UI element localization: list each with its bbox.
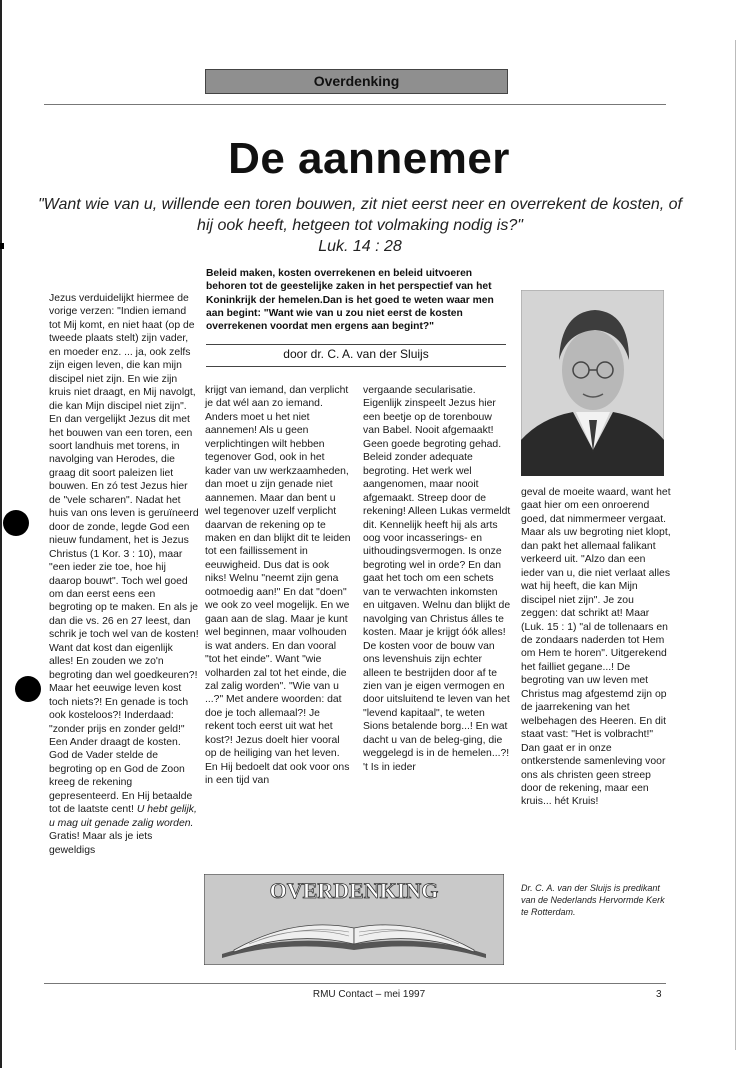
punch-hole (3, 510, 29, 536)
page-number: 3 (656, 989, 662, 1000)
column-2: krijgt van iemand, dan verplicht je dat wél aan zo iemand. Anders moet u het niet aannemen! Als u geen verplichtingen wilt hebben tegenover God, ook in het kader van uw werkzaamheden, dan moet u zijn genade niet aannemen. Maar dan bent u wel tegenover uzelf verplicht daarvan de rekening op te maken en dan blijkt dit te leiden tot een faillissement in eeuwigheid. Dus dat is ook niks! Welnu "neemt zijn gena ootmoedig aan!" En dat "doen" we ook zo veel mogelijk. En we gaan aan de slag. Maar je kunt wel beginnen, maar volhouden is wat anders. En dan vooral "tot het einde". Want "wie volharden zal tot het einde, die zal zalig worden". "Wie van u ...?" Met andere woorden: dat doe je toch allemaal?! Je rekent toch eerst uit wat het kost?! Jezus doelt hier vooral op de heiliging van het leven. En Hij bedoelt dat ook voor ons in een tijd van (205, 385, 351, 787)
punch-hole (15, 676, 41, 702)
column-3: vergaande secularisatie. Eigenlijk zinspeelt Jezus hier een beetje op de torenbouw van Babel. Nooit afgemaakt! Geen goede begroting gehad. Beleid zonder adequate begroting. Het werk wel aangenomen, maar nooit afgemaakt. Streep door de rekening! Alleen Lukas vermeldt dit. Kennelijk heeft hij als arts oog voor incasserings- en uithoudingsvermogen. Is onze begroting wel in orde? En dan gaat het toch om een schets van te verwachten inkomsten en uitgaven. Welnu dan blijkt de navolging van Christus álles te kosten. Maar je krijgt óók alles! De kosten voor de bouw van ons levenshuis zijn echter alleen te bestrijden door af te zien van je eigen vermogen en door uitsluitend te leven van het "levend kapitaal", te weten Sions betalende borg...! En wat dacht u van de beleg-ging, die weggelegd is in de hemelen...?! 't Is in ieder (363, 385, 511, 773)
footer-rule (44, 983, 666, 984)
header-rule (44, 104, 666, 105)
column-4: geval de moeite waard, want het gaat hier om een onroerend goed, dat nimmermeer vergaat. Maar als uw begroting niet klopt, dan pakt het allemaal falikant verkeerd uit. "Alzo dan een ieder van u, die niet verlaat alles wat hij heeft, die kan Mijn discipel niet zijn". Je zou zeggen: dat schrikt at! Maar (Luk. 15 : 1) "al de tollenaars en de zondaars naderden tot Hem om Hem te horen". Uitgerekend het failliet gegane...! De begroting van uw leven met Christus mag afgestemd zijn op de jaarrekening van het welbehagen des Heeren. En dit staat vast: "Het is volbracht!" Dan gaat er in onze ontkerstende samenleving voor ons als christen geen streep door de rekening, maar een kruis... hét Kruis! (521, 487, 671, 808)
author-photo (521, 290, 664, 476)
byline: door dr. C. A. van der Sluijs (283, 347, 429, 361)
bible-quote (30, 194, 690, 257)
column-1-end: Gratis! Maar als je iets geweldigs (49, 831, 153, 856)
column-1 (49, 292, 199, 857)
quote-reference: Luk. 14 : 28 (318, 238, 402, 255)
footer-text: RMU Contact – mei 1997 (312, 989, 426, 1000)
edge-mark (0, 243, 4, 249)
article-title: De aannemer (228, 134, 510, 183)
page-right-edge (735, 40, 736, 1050)
byline-rule-top (206, 344, 506, 345)
quote-text: "Want wie van u, willende een toren bouwen, zit niet eerst neer en overrekent de kosten, of hij ook heeft, hetgeen tot volmaking nodig is?" (38, 196, 682, 234)
column-1-text: Jezus verduidelijkt hiermee de vorige verzen: "Indien iemand tot Mij komt, en niet haat (op de tweede plaats stelt) zijn vader, en moeder enz. ... ja, ook zelfs zijn eigen leven, die kan mijn discipel niet zijn. En wie zijn kruis niet draagt, en Mij navolgt, die kan Mijn discipel niet zijn". En dan vergelijkt Jezus dit met het bouwen van een toren, een soort landhuis met torens, in navolging van Herodes, die graag dit soort paleizen liet bouwen. En zó test Jezus hier de "vele scharen". Nadat het huis van ons leven is geruïneerd door de zonde, legde God een nieuw fundament, het is Jezus Christus (1 Kor. 3 : 10), maar "een ieder zie toe, hoe hij daarop bouwt". Toch wel goed om dan eerst eens een begroting op te maken. En als je dan die vs. 26 en 27 leest, dan schrik je toch wel van de kosten! Want dat kost dan eigenlijk alles! En zouden we zo'n begroting dan wel goedkeuren?! Maar het eeuwige leven kost toch niets?! En genade is toch ook kosteloos?! Inderdaad: "zonder prijs en zonder geld!" Een Ander draagt de kosten. God de Vader stelde de begroting op en God de Zoon kreeg de rekening gepresenteerd. En Hij betaalde tot de laatste cent! (49, 293, 199, 816)
byline-rule-bottom (206, 366, 506, 367)
overdenking-banner (204, 874, 504, 965)
section-label: Overdenking (205, 69, 508, 94)
lead-paragraph: Beleid maken, kosten overrekenen en beleid uitvoeren behoren tot de geestelijke zaken in het perspectief van het Koninkrijk der hemelen.Dan is het goed te weten waar men aan begint: "Want wie van u zou niet eerst de kosten overrekenen voordat men ergens aan begint?" (206, 268, 494, 333)
banner-title: OVERDENKING (269, 878, 439, 903)
column-1-italic: U hebt gelijk, u mag uit genade zalig worden. (49, 804, 197, 829)
author-caption: Dr. C. A. van der Sluijs is predikant van de Nederlands Hervormde Kerk te Rotterdam. (521, 883, 665, 917)
